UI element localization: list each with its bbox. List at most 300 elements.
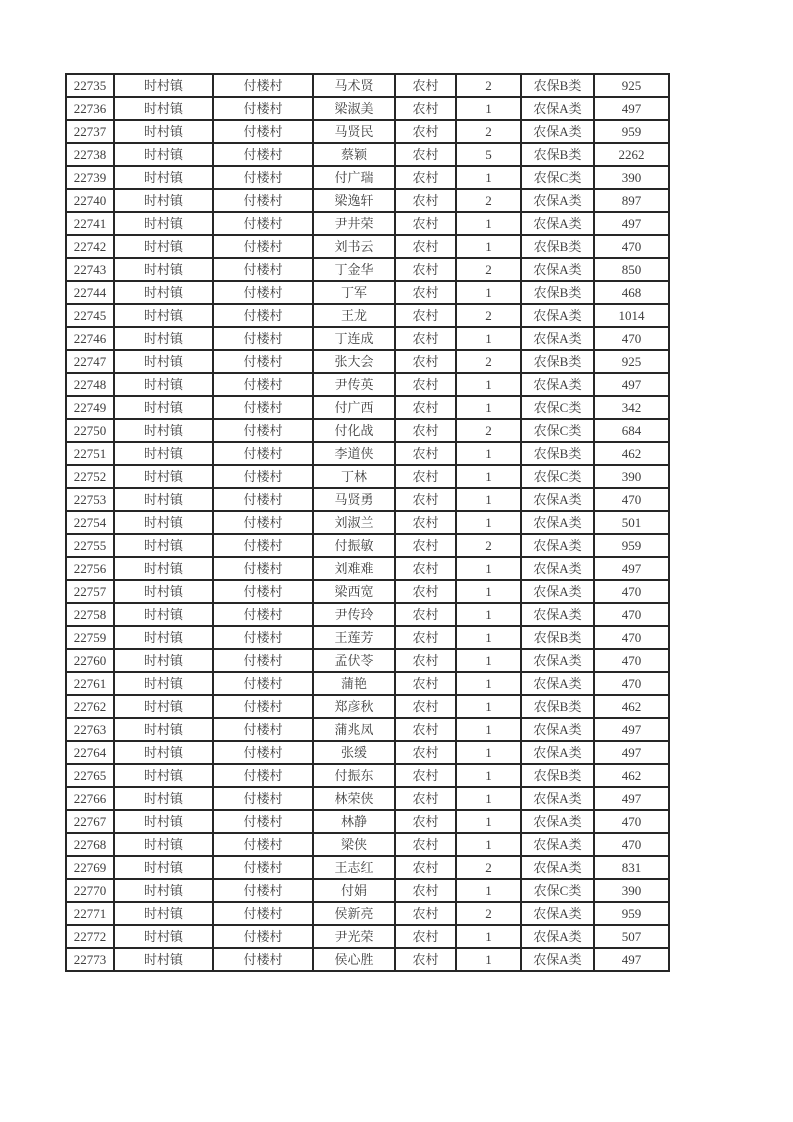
cell-person-count: 1 [456, 212, 521, 235]
cell-person-count: 2 [456, 856, 521, 879]
cell-village: 付楼村 [213, 810, 313, 833]
cell-record-id: 22747 [66, 350, 114, 373]
cell-person-name: 刘淑兰 [313, 511, 395, 534]
cell-insurance-category: 农保A类 [521, 488, 594, 511]
cell-person-count: 1 [456, 396, 521, 419]
cell-person-name: 郑彦秋 [313, 695, 395, 718]
cell-village: 付楼村 [213, 879, 313, 902]
cell-residence-type: 农村 [395, 442, 456, 465]
cell-residence-type: 农村 [395, 718, 456, 741]
cell-town: 时村镇 [114, 120, 213, 143]
cell-person-name: 孟伏苓 [313, 649, 395, 672]
table-row [66, 396, 669, 419]
cell-town: 时村镇 [114, 212, 213, 235]
cell-village: 付楼村 [213, 304, 313, 327]
cell-record-id: 22740 [66, 189, 114, 212]
cell-town: 时村镇 [114, 327, 213, 350]
cell-village: 付楼村 [213, 465, 313, 488]
cell-record-id: 22736 [66, 97, 114, 120]
table-row [66, 718, 669, 741]
cell-amount: 390 [594, 166, 669, 189]
records-table [65, 73, 670, 972]
cell-town: 时村镇 [114, 948, 213, 971]
cell-residence-type: 农村 [395, 396, 456, 419]
cell-record-id: 22773 [66, 948, 114, 971]
cell-person-name: 侯心胜 [313, 948, 395, 971]
cell-person-count: 1 [456, 948, 521, 971]
cell-residence-type: 农村 [395, 166, 456, 189]
cell-insurance-category: 农保B类 [521, 143, 594, 166]
cell-residence-type: 农村 [395, 672, 456, 695]
cell-record-id: 22759 [66, 626, 114, 649]
cell-residence-type: 农村 [395, 534, 456, 557]
cell-record-id: 22745 [66, 304, 114, 327]
table-row [66, 810, 669, 833]
table-row [66, 534, 669, 557]
cell-town: 时村镇 [114, 672, 213, 695]
cell-person-name: 王龙 [313, 304, 395, 327]
cell-village: 付楼村 [213, 925, 313, 948]
cell-village: 付楼村 [213, 419, 313, 442]
cell-village: 付楼村 [213, 603, 313, 626]
cell-amount: 470 [594, 235, 669, 258]
table-row [66, 511, 669, 534]
cell-person-count: 1 [456, 833, 521, 856]
cell-residence-type: 农村 [395, 902, 456, 925]
cell-residence-type: 农村 [395, 189, 456, 212]
cell-town: 时村镇 [114, 465, 213, 488]
cell-person-name: 王志红 [313, 856, 395, 879]
cell-record-id: 22753 [66, 488, 114, 511]
cell-record-id: 22768 [66, 833, 114, 856]
cell-amount: 497 [594, 948, 669, 971]
table-row [66, 419, 669, 442]
cell-record-id: 22763 [66, 718, 114, 741]
cell-amount: 468 [594, 281, 669, 304]
cell-amount: 497 [594, 718, 669, 741]
cell-amount: 925 [594, 350, 669, 373]
cell-person-name: 付化战 [313, 419, 395, 442]
cell-record-id: 22772 [66, 925, 114, 948]
cell-insurance-category: 农保C类 [521, 879, 594, 902]
cell-town: 时村镇 [114, 856, 213, 879]
cell-village: 付楼村 [213, 833, 313, 856]
cell-amount: 925 [594, 74, 669, 97]
cell-amount: 390 [594, 879, 669, 902]
cell-person-count: 1 [456, 879, 521, 902]
cell-person-count: 1 [456, 810, 521, 833]
cell-person-count: 2 [456, 350, 521, 373]
cell-amount: 959 [594, 902, 669, 925]
table-row [66, 856, 669, 879]
cell-town: 时村镇 [114, 419, 213, 442]
cell-village: 付楼村 [213, 557, 313, 580]
cell-amount: 470 [594, 649, 669, 672]
table-row [66, 741, 669, 764]
table-row [66, 304, 669, 327]
cell-amount: 390 [594, 465, 669, 488]
cell-amount: 497 [594, 373, 669, 396]
table-row [66, 488, 669, 511]
table-row [66, 327, 669, 350]
cell-village: 付楼村 [213, 948, 313, 971]
cell-insurance-category: 农保B类 [521, 235, 594, 258]
cell-amount: 462 [594, 695, 669, 718]
cell-amount: 497 [594, 212, 669, 235]
cell-residence-type: 农村 [395, 120, 456, 143]
cell-insurance-category: 农保A类 [521, 97, 594, 120]
cell-town: 时村镇 [114, 787, 213, 810]
cell-person-name: 付娟 [313, 879, 395, 902]
cell-amount: 470 [594, 672, 669, 695]
cell-insurance-category: 农保B类 [521, 626, 594, 649]
cell-record-id: 22751 [66, 442, 114, 465]
cell-record-id: 22757 [66, 580, 114, 603]
cell-residence-type: 农村 [395, 810, 456, 833]
cell-person-count: 2 [456, 189, 521, 212]
cell-insurance-category: 农保B类 [521, 350, 594, 373]
cell-person-count: 2 [456, 534, 521, 557]
cell-person-name: 尹井荣 [313, 212, 395, 235]
cell-residence-type: 农村 [395, 741, 456, 764]
table-row [66, 833, 669, 856]
cell-person-count: 1 [456, 97, 521, 120]
cell-residence-type: 农村 [395, 833, 456, 856]
cell-village: 付楼村 [213, 258, 313, 281]
table-row [66, 580, 669, 603]
cell-record-id: 22752 [66, 465, 114, 488]
cell-amount: 831 [594, 856, 669, 879]
cell-insurance-category: 农保A类 [521, 649, 594, 672]
cell-insurance-category: 农保A类 [521, 304, 594, 327]
cell-person-count: 1 [456, 718, 521, 741]
cell-amount: 959 [594, 120, 669, 143]
cell-person-count: 1 [456, 649, 521, 672]
cell-village: 付楼村 [213, 718, 313, 741]
records-table-body [66, 74, 669, 971]
cell-residence-type: 农村 [395, 281, 456, 304]
table-row [66, 603, 669, 626]
cell-person-name: 蒲兆凤 [313, 718, 395, 741]
cell-insurance-category: 农保B类 [521, 764, 594, 787]
cell-insurance-category: 农保A类 [521, 856, 594, 879]
cell-person-name: 尹传英 [313, 373, 395, 396]
cell-person-count: 5 [456, 143, 521, 166]
cell-amount: 497 [594, 741, 669, 764]
cell-person-count: 1 [456, 327, 521, 350]
cell-record-id: 22770 [66, 879, 114, 902]
cell-amount: 497 [594, 787, 669, 810]
cell-town: 时村镇 [114, 235, 213, 258]
cell-insurance-category: 农保A类 [521, 327, 594, 350]
cell-person-count: 2 [456, 74, 521, 97]
cell-village: 付楼村 [213, 396, 313, 419]
cell-amount: 470 [594, 580, 669, 603]
cell-person-count: 1 [456, 603, 521, 626]
cell-amount: 342 [594, 396, 669, 419]
cell-amount: 497 [594, 97, 669, 120]
cell-person-count: 2 [456, 120, 521, 143]
cell-insurance-category: 农保A类 [521, 373, 594, 396]
cell-person-name: 尹传玲 [313, 603, 395, 626]
cell-record-id: 22754 [66, 511, 114, 534]
cell-village: 付楼村 [213, 327, 313, 350]
cell-town: 时村镇 [114, 695, 213, 718]
table-row [66, 143, 669, 166]
cell-person-count: 1 [456, 741, 521, 764]
cell-town: 时村镇 [114, 396, 213, 419]
table-row [66, 74, 669, 97]
table-row [66, 902, 669, 925]
cell-insurance-category: 农保A类 [521, 557, 594, 580]
cell-person-name: 刘难难 [313, 557, 395, 580]
cell-person-count: 1 [456, 166, 521, 189]
cell-amount: 470 [594, 603, 669, 626]
cell-person-name: 刘书云 [313, 235, 395, 258]
cell-insurance-category: 农保A类 [521, 810, 594, 833]
cell-insurance-category: 农保A类 [521, 902, 594, 925]
cell-insurance-category: 农保A类 [521, 258, 594, 281]
cell-insurance-category: 农保A类 [521, 672, 594, 695]
cell-town: 时村镇 [114, 74, 213, 97]
cell-insurance-category: 农保C类 [521, 396, 594, 419]
cell-residence-type: 农村 [395, 879, 456, 902]
cell-amount: 497 [594, 557, 669, 580]
cell-person-count: 1 [456, 695, 521, 718]
cell-record-id: 22771 [66, 902, 114, 925]
cell-village: 付楼村 [213, 488, 313, 511]
cell-village: 付楼村 [213, 649, 313, 672]
cell-insurance-category: 农保A类 [521, 741, 594, 764]
cell-person-name: 马术贤 [313, 74, 395, 97]
cell-village: 付楼村 [213, 373, 313, 396]
cell-insurance-category: 农保B类 [521, 281, 594, 304]
cell-residence-type: 农村 [395, 787, 456, 810]
cell-residence-type: 农村 [395, 488, 456, 511]
cell-village: 付楼村 [213, 97, 313, 120]
cell-person-count: 1 [456, 557, 521, 580]
cell-village: 付楼村 [213, 626, 313, 649]
table-row [66, 97, 669, 120]
cell-village: 付楼村 [213, 235, 313, 258]
cell-person-count: 1 [456, 281, 521, 304]
cell-town: 时村镇 [114, 166, 213, 189]
cell-amount: 2262 [594, 143, 669, 166]
cell-person-count: 1 [456, 672, 521, 695]
cell-residence-type: 农村 [395, 603, 456, 626]
cell-residence-type: 农村 [395, 419, 456, 442]
cell-record-id: 22758 [66, 603, 114, 626]
cell-record-id: 22761 [66, 672, 114, 695]
cell-amount: 897 [594, 189, 669, 212]
cell-town: 时村镇 [114, 534, 213, 557]
cell-town: 时村镇 [114, 304, 213, 327]
cell-amount: 507 [594, 925, 669, 948]
cell-amount: 470 [594, 488, 669, 511]
cell-town: 时村镇 [114, 741, 213, 764]
cell-record-id: 22755 [66, 534, 114, 557]
cell-person-count: 1 [456, 465, 521, 488]
cell-insurance-category: 农保B类 [521, 695, 594, 718]
cell-amount: 501 [594, 511, 669, 534]
cell-record-id: 22766 [66, 787, 114, 810]
table-row [66, 465, 669, 488]
cell-person-name: 梁逸轩 [313, 189, 395, 212]
cell-person-count: 1 [456, 488, 521, 511]
cell-village: 付楼村 [213, 856, 313, 879]
cell-town: 时村镇 [114, 580, 213, 603]
table-row [66, 373, 669, 396]
table-row [66, 281, 669, 304]
cell-person-name: 马贤民 [313, 120, 395, 143]
cell-town: 时村镇 [114, 764, 213, 787]
table-row [66, 764, 669, 787]
cell-record-id: 22746 [66, 327, 114, 350]
cell-person-name: 付振东 [313, 764, 395, 787]
cell-record-id: 22756 [66, 557, 114, 580]
cell-village: 付楼村 [213, 442, 313, 465]
cell-amount: 470 [594, 810, 669, 833]
cell-town: 时村镇 [114, 189, 213, 212]
cell-person-count: 2 [456, 258, 521, 281]
cell-person-name: 付振敏 [313, 534, 395, 557]
table-row [66, 120, 669, 143]
cell-village: 付楼村 [213, 212, 313, 235]
cell-village: 付楼村 [213, 350, 313, 373]
cell-amount: 470 [594, 626, 669, 649]
cell-person-name: 梁西宽 [313, 580, 395, 603]
cell-town: 时村镇 [114, 281, 213, 304]
cell-insurance-category: 农保A类 [521, 718, 594, 741]
cell-record-id: 22741 [66, 212, 114, 235]
table-row [66, 235, 669, 258]
cell-person-name: 李道侠 [313, 442, 395, 465]
cell-amount: 850 [594, 258, 669, 281]
cell-insurance-category: 农保A类 [521, 603, 594, 626]
cell-insurance-category: 农保A类 [521, 925, 594, 948]
cell-village: 付楼村 [213, 281, 313, 304]
cell-residence-type: 农村 [395, 143, 456, 166]
cell-residence-type: 农村 [395, 258, 456, 281]
cell-village: 付楼村 [213, 787, 313, 810]
cell-record-id: 22765 [66, 764, 114, 787]
cell-village: 付楼村 [213, 143, 313, 166]
cell-person-count: 1 [456, 626, 521, 649]
cell-person-name: 丁林 [313, 465, 395, 488]
cell-amount: 684 [594, 419, 669, 442]
cell-village: 付楼村 [213, 166, 313, 189]
cell-record-id: 22762 [66, 695, 114, 718]
cell-town: 时村镇 [114, 488, 213, 511]
cell-village: 付楼村 [213, 120, 313, 143]
cell-residence-type: 农村 [395, 511, 456, 534]
cell-town: 时村镇 [114, 143, 213, 166]
table-row [66, 649, 669, 672]
cell-amount: 959 [594, 534, 669, 557]
cell-residence-type: 农村 [395, 626, 456, 649]
cell-town: 时村镇 [114, 879, 213, 902]
cell-town: 时村镇 [114, 97, 213, 120]
cell-person-count: 1 [456, 764, 521, 787]
cell-residence-type: 农村 [395, 97, 456, 120]
cell-record-id: 22749 [66, 396, 114, 419]
cell-village: 付楼村 [213, 672, 313, 695]
table-row [66, 189, 669, 212]
cell-town: 时村镇 [114, 557, 213, 580]
table-row [66, 350, 669, 373]
cell-village: 付楼村 [213, 741, 313, 764]
cell-residence-type: 农村 [395, 212, 456, 235]
cell-residence-type: 农村 [395, 74, 456, 97]
table-row [66, 212, 669, 235]
cell-person-name: 王莲芳 [313, 626, 395, 649]
cell-record-id: 22744 [66, 281, 114, 304]
cell-amount: 462 [594, 764, 669, 787]
cell-person-count: 1 [456, 787, 521, 810]
cell-record-id: 22739 [66, 166, 114, 189]
cell-residence-type: 农村 [395, 764, 456, 787]
cell-town: 时村镇 [114, 258, 213, 281]
cell-amount: 470 [594, 327, 669, 350]
table-row [66, 672, 669, 695]
cell-town: 时村镇 [114, 373, 213, 396]
cell-person-name: 丁军 [313, 281, 395, 304]
cell-town: 时村镇 [114, 603, 213, 626]
cell-person-count: 1 [456, 442, 521, 465]
cell-village: 付楼村 [213, 695, 313, 718]
cell-record-id: 22764 [66, 741, 114, 764]
table-row [66, 442, 669, 465]
table-row [66, 695, 669, 718]
cell-insurance-category: 农保A类 [521, 948, 594, 971]
cell-person-name: 张大会 [313, 350, 395, 373]
cell-record-id: 22748 [66, 373, 114, 396]
cell-residence-type: 农村 [395, 580, 456, 603]
cell-person-count: 1 [456, 373, 521, 396]
cell-town: 时村镇 [114, 626, 213, 649]
cell-village: 付楼村 [213, 511, 313, 534]
cell-village: 付楼村 [213, 189, 313, 212]
cell-person-name: 梁侠 [313, 833, 395, 856]
cell-village: 付楼村 [213, 580, 313, 603]
cell-person-name: 丁金华 [313, 258, 395, 281]
cell-record-id: 22743 [66, 258, 114, 281]
cell-person-count: 1 [456, 580, 521, 603]
cell-insurance-category: 农保A类 [521, 511, 594, 534]
cell-person-name: 林静 [313, 810, 395, 833]
cell-residence-type: 农村 [395, 327, 456, 350]
cell-residence-type: 农村 [395, 649, 456, 672]
cell-person-name: 梁淑美 [313, 97, 395, 120]
cell-residence-type: 农村 [395, 304, 456, 327]
cell-record-id: 22738 [66, 143, 114, 166]
cell-insurance-category: 农保A类 [521, 534, 594, 557]
cell-insurance-category: 农保A类 [521, 212, 594, 235]
cell-amount: 462 [594, 442, 669, 465]
table-row [66, 166, 669, 189]
cell-person-count: 2 [456, 419, 521, 442]
cell-town: 时村镇 [114, 718, 213, 741]
cell-town: 时村镇 [114, 902, 213, 925]
cell-town: 时村镇 [114, 833, 213, 856]
cell-town: 时村镇 [114, 442, 213, 465]
cell-village: 付楼村 [213, 534, 313, 557]
cell-person-name: 侯新亮 [313, 902, 395, 925]
cell-person-count: 2 [456, 902, 521, 925]
table-row [66, 787, 669, 810]
cell-residence-type: 农村 [395, 235, 456, 258]
cell-village: 付楼村 [213, 764, 313, 787]
